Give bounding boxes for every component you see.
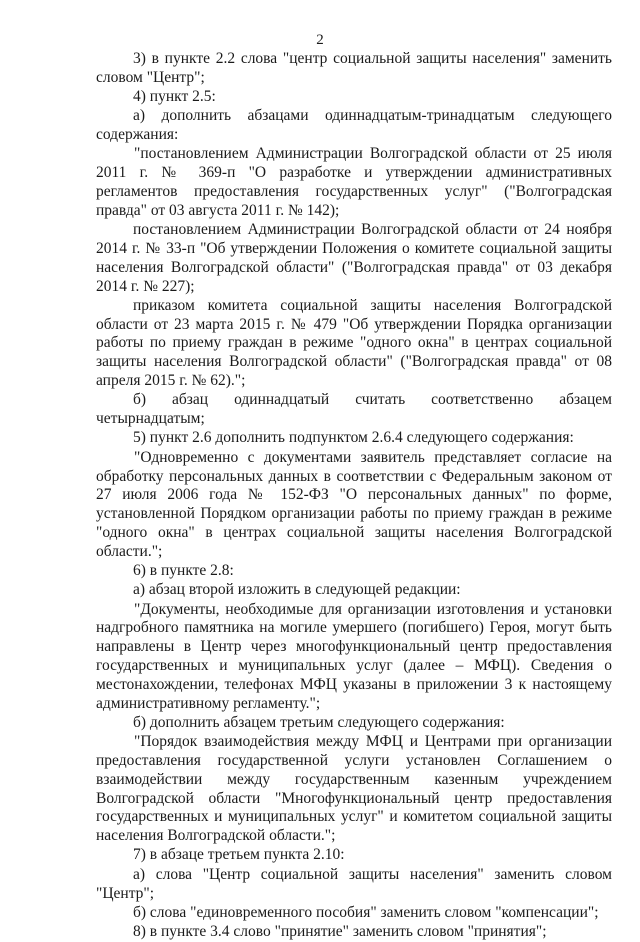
- paragraph-subitem-4a: а) дополнить абзацами одиннадцатым-тринадцатым следующего содержания:: [96, 107, 612, 144]
- page-number: 2: [316, 32, 324, 48]
- paragraph-item-4: 4) пункт 2.5:: [133, 88, 216, 106]
- paragraph-subitem-4b: б) абзац одиннадцатый считать соответственно абзацем четырнадцатым;: [96, 391, 612, 428]
- paragraph-subitem-6a: а) абзац второй изложить в следующей редакции:: [133, 581, 461, 599]
- quoted-paragraph-consent: "Одновременно с документами заявитель представляет согласие на обработку персональных данных в соответствии с Федеральным законом от 27 июля 2006 года № 152-ФЗ "О персональных данных" по форме, установленной Порядком организации работы по приему граждан в режиме "одного окна" в центрах социальной защиты населения Волгоградской области.";: [96, 448, 612, 560]
- paragraph-item-6: 6) в пункте 2.8:: [133, 562, 234, 580]
- quoted-paragraph-order-479: приказом комитета социальной защиты населения Волгоградской области от 23 марта 2015 г. № 479 "Об утверждении Порядка организации работы по приему граждан в режиме "одного окна" в центрах социальной защиты населения Волгоградской области" ("Волгоградская правда" от 08 апреля 2015 г. № 62).";: [96, 296, 612, 390]
- quoted-paragraph-decree-369: "постановлением Администрации Волгоградской области от 25 июля 2011 г. № 369-п "О разработке и утверждении административных регламентов предоставления государственных услуг" ("Волгоградская правда" от 03 августа 2011 г. № 142);: [96, 145, 612, 219]
- paragraph-subitem-7b: б) слова "единовременного пособия" заменить словом "компенсации";: [133, 903, 599, 921]
- document-body: [96, 50, 612, 942]
- paragraph-subitem-6b: б) дополнить абзацем третьим следующего содержания:: [133, 713, 505, 731]
- paragraph-item-8: 8) в пункте 3.4 слово "принятие" заменить словом "принятия";: [133, 923, 547, 941]
- paragraph-item-3: 3) в пункте 2.2 слова "центр социальной защиты населения" заменить словом "Центр";: [96, 50, 612, 86]
- quoted-paragraph-mfc-order: "Порядок взаимодействия между МФЦ и Центрами при организации предоставления государственной услуги установлен Соглашением о взаимодействии между государственным казенным учреждением Волгоградской области "Многофункциональный центр предоставления государственных и муниципальных услуг" и комитетом социальной защиты населения Волгоградской области.";: [96, 733, 612, 845]
- paragraph-item-7: 7) в абзаце третьем пункта 2.10:: [133, 846, 345, 864]
- quoted-paragraph-decree-33: постановлением Администрации Волгоградской области от 24 ноября 2014 г. № 33-п "Об утверждении Положения о комитете социальной защиты населения Волгоградской области" ("Волгоградская правда" от 03 декабря 2014 г. № 227);: [96, 221, 612, 295]
- paragraph-subitem-7a: а) слова "Центр социальной защиты населения" заменить словом "Центр";: [96, 865, 612, 902]
- paragraph-item-5: 5) пункт 2.6 дополнить подпунктом 2.6.4 следующего содержания:: [133, 429, 574, 447]
- quoted-paragraph-documents: "Документы, необходимые для организации изготовления и установки надгробного памятника на могиле умершего (погибшего) Героя, могут быть направлены в Центр через многофункциональный центр предоставления государственных и муниципальных услуг (далее – МФЦ). Сведения о местонахождении, телефонах МФЦ указаны в приложении 3 к настоящему административному регламенту.";: [96, 600, 612, 712]
